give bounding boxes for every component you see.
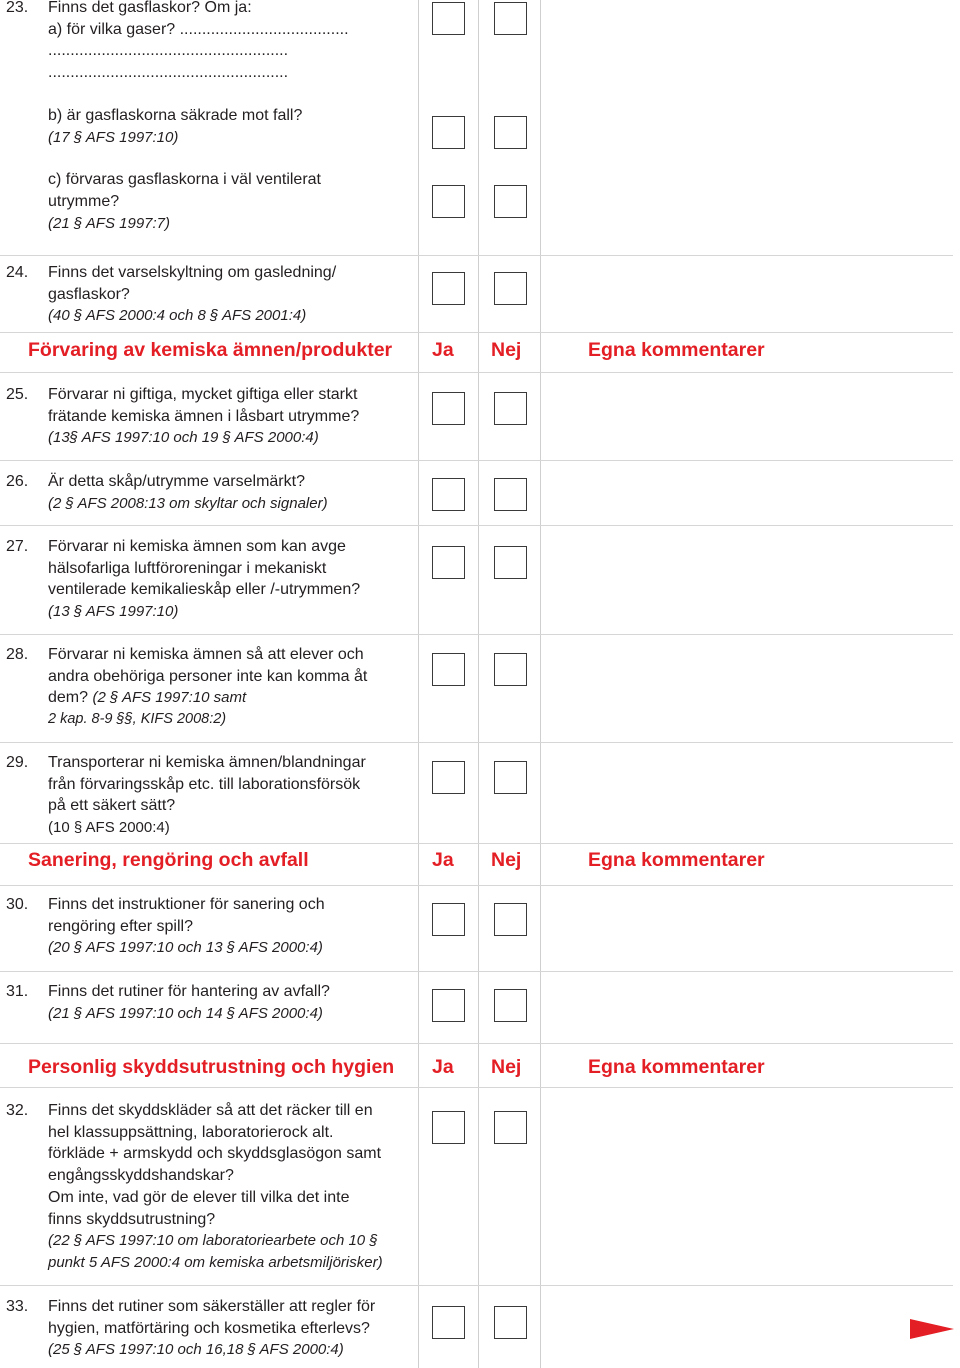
row-divider: [0, 971, 953, 972]
no-checkbox[interactable]: [494, 989, 527, 1022]
row-divider: [0, 1087, 953, 1088]
question-23: [6, 0, 416, 234]
header-no: Nej: [491, 339, 522, 361]
question-text: Om inte, vad gör de elever till vilka det inte: [48, 1188, 350, 1206]
no-checkbox[interactable]: [494, 2, 527, 35]
question-number: 28.: [6, 646, 29, 663]
question-number: 32.: [6, 1102, 29, 1119]
question-number: 25.: [6, 386, 29, 403]
regulation-reference: (22 § AFS 1997:10 om laboratoriearbete och 10 §: [48, 1232, 378, 1250]
column-divider-question: [418, 0, 419, 1368]
question-text: rengöring efter spill?: [48, 917, 193, 935]
section-title-ppe: Personlig skyddsutrustning och hygien: [28, 1056, 395, 1078]
question-33: [6, 1296, 416, 1361]
yes-checkbox[interactable]: [432, 392, 465, 425]
no-checkbox[interactable]: [494, 546, 527, 579]
header-comments: Egna kommentarer: [588, 1056, 765, 1078]
row-divider: [0, 460, 953, 461]
question-text: hälsofarliga luftföroreningar i mekaniskt: [48, 559, 327, 577]
yes-checkbox[interactable]: [432, 653, 465, 686]
header-yes: Ja: [432, 339, 454, 361]
no-checkbox[interactable]: [494, 903, 527, 936]
row-divider: [0, 372, 953, 373]
question-text: frätande kemiska ämnen i låsbart utrymme?: [48, 407, 360, 425]
section-title-storage: Förvaring av kemiska ämnen/produkter: [28, 339, 393, 361]
row-divider: [0, 742, 953, 743]
regulation-reference: 2 kap. 8-9 §§, KIFS 2008:2): [48, 711, 227, 728]
question-text: Finns det rutiner som säkerställer att regler för: [48, 1298, 376, 1315]
yes-checkbox[interactable]: [432, 761, 465, 794]
row-divider: [0, 255, 953, 256]
row-divider: [0, 1043, 953, 1044]
no-checkbox[interactable]: [494, 761, 527, 794]
question-text: Finns det skyddskläder så att det räcker till en: [48, 1102, 373, 1119]
question-text: Är detta skåp/utrymme varselmärkt?: [48, 473, 305, 490]
regulation-reference: (10 § AFS 2000:4): [48, 819, 170, 837]
question-number: 33.: [6, 1298, 29, 1315]
question-text: finns skyddsutrustning?: [48, 1210, 216, 1228]
yes-checkbox[interactable]: [432, 272, 465, 305]
yes-checkbox[interactable]: [432, 478, 465, 511]
regulation-reference: (2 § AFS 1997:10 samt: [92, 689, 247, 707]
header-yes: Ja: [432, 1056, 454, 1078]
no-checkbox[interactable]: [494, 653, 527, 686]
row-divider: [0, 1285, 953, 1286]
question-text: Förvarar ni giftiga, mycket giftiga eller starkt: [48, 386, 358, 403]
no-checkbox[interactable]: [494, 116, 527, 149]
question-number: 26.: [6, 473, 29, 490]
answer-line: ......................................................: [48, 42, 289, 60]
question-number: 29.: [6, 754, 29, 771]
row-divider: [0, 885, 953, 886]
question-24: [6, 262, 416, 327]
question-text: Finns det instruktioner för sanering och: [48, 896, 325, 913]
regulation-reference: punkt 5 AFS 2000:4 om kemiska arbetsmiljörisker): [48, 1253, 383, 1271]
sub-question-c: c) förvaras gasflaskorna i väl ventilerat: [48, 171, 321, 189]
sub-question-c-cont: utrymme?: [48, 192, 120, 210]
column-divider-no: [540, 0, 541, 1368]
question-text: dem?: [48, 689, 89, 707]
header-no: Nej: [491, 849, 522, 871]
question-32: [6, 1100, 416, 1274]
section-title-sanitation: Sanering, rengöring och avfall: [28, 849, 309, 871]
question-number: 31.: [6, 983, 29, 1000]
yes-checkbox[interactable]: [432, 116, 465, 149]
question-text: på ett säkert sätt?: [48, 797, 176, 815]
yes-checkbox[interactable]: [432, 1306, 465, 1339]
question-number: 23.: [6, 0, 29, 16]
header-yes: Ja: [432, 849, 454, 871]
no-checkbox[interactable]: [494, 1111, 527, 1144]
question-28: [6, 644, 416, 731]
yes-checkbox[interactable]: [432, 546, 465, 579]
question-text: Finns det rutiner för hantering av avfall?: [48, 983, 330, 1000]
question-number: 27.: [6, 538, 29, 555]
question-31: [6, 981, 416, 1024]
question-text: gasflaskor?: [48, 285, 130, 303]
yes-checkbox[interactable]: [432, 989, 465, 1022]
yes-checkbox[interactable]: [432, 903, 465, 936]
question-text: Finns det varselskyltning om gasledning/: [48, 264, 337, 281]
regulation-reference: (2 § AFS 2008:13 om skyltar och signaler): [48, 494, 328, 512]
sub-question-a: a) för vilka gaser? ......................................: [48, 20, 349, 38]
arrow-right-icon: [910, 1319, 954, 1339]
question-29: [6, 752, 416, 839]
no-checkbox[interactable]: [494, 478, 527, 511]
no-checkbox[interactable]: [494, 392, 527, 425]
answer-line: ......................................................: [48, 64, 289, 82]
regulation-reference: (25 § AFS 1997:10 och 16,18 § AFS 2000:4): [48, 1341, 344, 1359]
question-27: [6, 536, 416, 623]
question-text: förkläde + armskydd och skyddsglasögon samt: [48, 1145, 382, 1163]
row-divider: [0, 634, 953, 635]
regulation-reference: (13 § AFS 1997:10): [48, 603, 179, 621]
regulation-reference: (21 § AFS 1997:10 och 14 § AFS 2000:4): [48, 1004, 323, 1022]
header-comments: Egna kommentarer: [588, 849, 765, 871]
question-text: från förvaringsskåp etc. till laborationsförsök: [48, 775, 361, 793]
regulation-reference: (17 § AFS 1997:10): [48, 128, 179, 146]
question-30: [6, 894, 416, 959]
regulation-reference: (40 § AFS 2000:4 och 8 § AFS 2001:4): [48, 307, 307, 325]
row-divider: [0, 332, 953, 333]
sub-question-b: b) är gasflaskorna säkrade mot fall?: [48, 106, 303, 124]
question-25: [6, 384, 416, 449]
no-checkbox[interactable]: [494, 185, 527, 218]
question-text: hygien, matförtäring och kosmetika efterlevs?: [48, 1319, 370, 1337]
question-text: Förvarar ni kemiska ämnen som kan avge: [48, 538, 346, 555]
question-number: 30.: [6, 896, 29, 913]
question-text: ventilerade kemikalieskåp eller /-utrymmen?: [48, 581, 361, 599]
column-divider-yes: [478, 0, 479, 1368]
no-checkbox[interactable]: [494, 272, 527, 305]
question-text: engångsskyddshandskar?: [48, 1167, 234, 1185]
yes-checkbox[interactable]: [432, 185, 465, 218]
question-text: Finns det gasflaskor? Om ja:: [48, 0, 252, 16]
row-divider: [0, 843, 953, 844]
question-26: [6, 471, 416, 514]
question-text: Transporterar ni kemiska ämnen/blandningar: [48, 754, 366, 771]
yes-checkbox[interactable]: [432, 2, 465, 35]
row-divider: [0, 525, 953, 526]
question-text: Förvarar ni kemiska ämnen så att elever och: [48, 646, 364, 663]
regulation-reference: (13§ AFS 1997:10 och 19 § AFS 2000:4): [48, 429, 319, 447]
question-text: andra obehöriga personer inte kan komma åt: [48, 667, 368, 685]
regulation-reference: (20 § AFS 1997:10 och 13 § AFS 2000:4): [48, 939, 323, 957]
no-checkbox[interactable]: [494, 1306, 527, 1339]
header-comments: Egna kommentarer: [588, 339, 765, 361]
header-no: Nej: [491, 1056, 522, 1078]
regulation-reference: (21 § AFS 1997:7): [48, 214, 171, 232]
question-text: hel klassuppsättning, laboratorierock alt.: [48, 1123, 334, 1141]
yes-checkbox[interactable]: [432, 1111, 465, 1144]
question-number: 24.: [6, 264, 29, 281]
